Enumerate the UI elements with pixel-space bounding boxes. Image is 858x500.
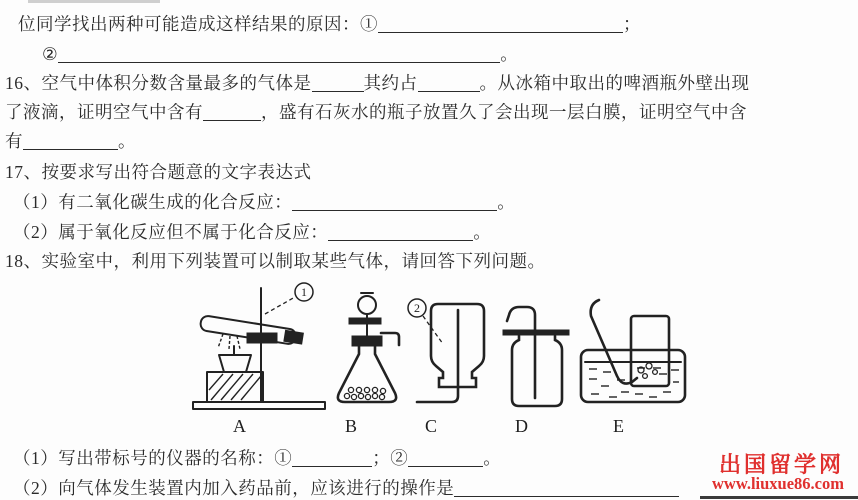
answer-blank [418,77,480,92]
q16-line1-text2: 其约占 [363,73,418,93]
callout-1-label: 1 [301,285,307,299]
q15-line2-punct: 。 [500,44,519,64]
answer-blank [292,452,372,467]
q15-line1-text: 位同学找出两种可能造成这样结果的原因：① [18,14,378,34]
rubber-stopper [352,336,382,346]
answer-blank [454,482,679,497]
q16-line1 [5,71,750,95]
apparatus-a-heating-setup-icon [185,276,333,416]
q15-line2-marker: ② [42,44,59,64]
q18-title [5,249,546,273]
apparatus-d-upright-bottle-icon [497,300,575,414]
q16-line3-punct: 。 [118,131,136,151]
q17-item1-punct: 。 [497,192,516,212]
clamp [247,333,277,343]
q16-line3 [5,129,136,153]
q18-sub2-text: （2）向气体发生装置内加入药品前，应该进行的操作是 [13,478,455,498]
watermark-site-url: www.liuxue86.com [712,474,844,493]
q17-item2-punct: 。 [473,222,492,242]
q16-line2-text2: ，盛有石灰水的瓶子放置久了会出现一层白膜，证明空气中含 [261,102,747,122]
apparatus-label-b: B [345,416,359,436]
apparatus-label-d: D [515,416,529,436]
water-texture [589,368,679,397]
answer-blank [58,48,500,63]
q15-line2 [42,42,518,66]
watermark-site-name: 出国留学网 [718,452,844,477]
q18-sub1 [13,446,501,470]
q17-title-text: 17、按要求写出符合题意的文字表达式 [5,162,312,182]
apparatus-label-a: A [233,416,247,436]
apparatus-b-gas-generator-icon [323,290,411,414]
q17-item2-text: （2）属于氧化反应但不属于化合反应： [13,222,329,242]
granules [344,387,385,399]
answer-blank [312,77,364,92]
apparatus-label-e: E [613,416,625,436]
q18-title-text: 18、实验室中，利用下列装置可以制取某些气体，请回答下列问题。 [5,251,546,271]
answer-blank [292,196,497,211]
q18-sub1-text2: ；② [372,448,409,468]
scan-artifact [700,496,858,499]
q15-line1 [18,12,641,36]
delivery-tube [381,333,399,345]
q16-line2-text1: 了液滴，证明空气中含有 [5,102,203,122]
alcohol-lamp [219,346,251,372]
q16-line1-text3: 。从冰箱中取出的啤酒瓶外壁出现 [479,73,750,93]
stand-base [193,402,325,409]
callout-2-pointer [423,316,443,344]
apparatus-c-inverted-bottle-icon [403,292,501,414]
q16-line3-text1: 有 [5,131,23,151]
apparatus-diagram-strip [185,276,705,442]
scan-artifact [28,0,160,3]
q17-item2 [13,220,491,244]
q18-sub2 [13,476,679,500]
answer-blank [203,106,261,121]
q18-sub1-punct: 。 [483,448,502,468]
bubbles [638,363,657,378]
apparatus-e-water-trough-icon [573,294,695,414]
answer-blank [408,452,483,467]
gas-collecting-bottle [512,336,562,406]
q17-item1 [13,190,515,214]
support-block [207,372,263,402]
answer-blank [23,135,118,150]
q17-item1-text: （1）有二氧化碳生成的化合反应： [13,192,293,212]
q16-line1-text1: 16、空气中体积分数含量最多的气体是 [5,73,312,93]
stopcock [349,318,381,324]
callout-2-label: 2 [414,301,420,315]
q18-sub1-text1: （1）写出带标号的仪器的名称：① [13,448,293,468]
apparatus-label-c: C [425,416,439,436]
q17-title [5,160,312,184]
watermark [712,452,844,494]
thistle-funnel [349,293,381,338]
answer-blank [328,226,473,241]
callout-1-pointer [265,297,295,314]
answer-blank [378,18,623,33]
flame [218,334,240,349]
glass-cover-plate [503,330,569,335]
q15-line1-punct: ； [623,14,641,34]
q16-line2 [5,100,747,124]
